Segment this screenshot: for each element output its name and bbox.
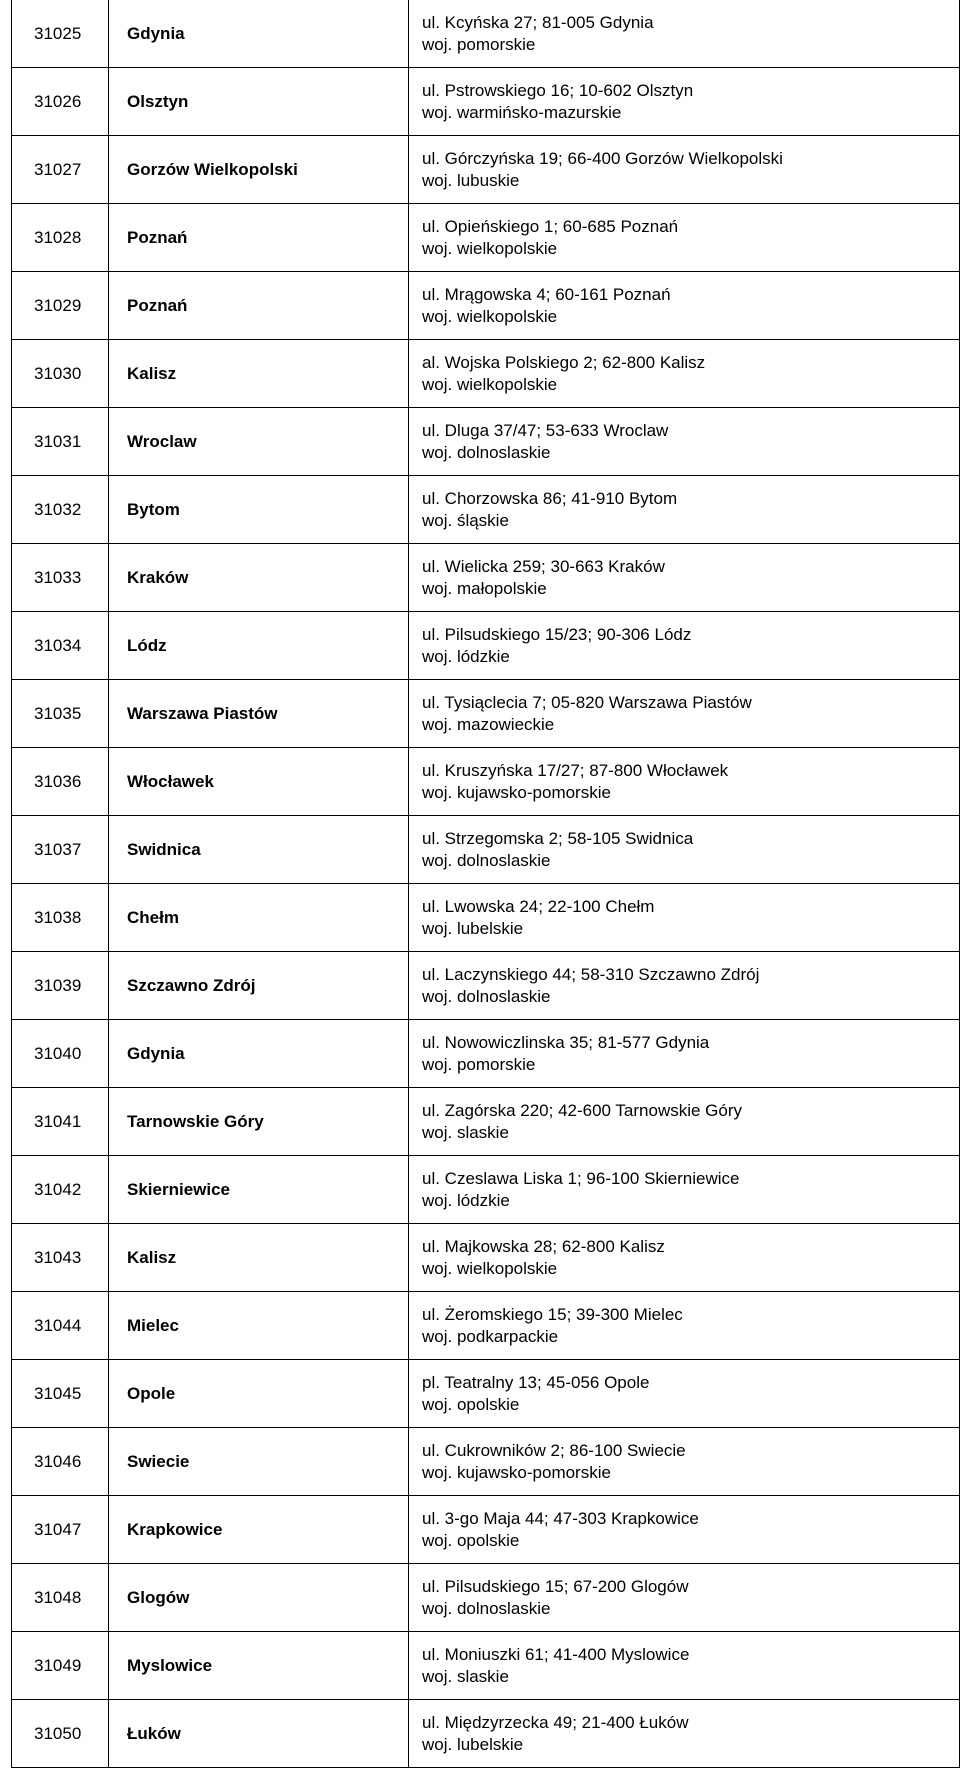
region-name: woj. dolnoslaskie <box>422 986 551 1006</box>
region-name: woj. wielkopolskie <box>422 374 558 394</box>
address-cell <box>409 68 960 136</box>
street-address: ul. Kruszyńska 17/27; 87-800 Włocławek <box>422 760 729 780</box>
city-name: Kalisz <box>109 340 409 408</box>
location-code: 31050 <box>12 1700 109 1768</box>
region-name: woj. opolskie <box>422 1394 520 1414</box>
table-row <box>12 1224 960 1292</box>
address-cell <box>409 1224 960 1292</box>
city-name: Opole <box>109 1360 409 1428</box>
region-name: woj. lódzkie <box>422 646 510 666</box>
location-code: 31044 <box>12 1292 109 1360</box>
table-row <box>12 1088 960 1156</box>
city-name: Mielec <box>109 1292 409 1360</box>
region-name: woj. warmińsko-mazurskie <box>422 102 622 122</box>
table-row <box>12 612 960 680</box>
city-name: Chełm <box>109 884 409 952</box>
street-address: ul. Międzyrzecka 49; 21-400 Łuków <box>422 1712 689 1732</box>
city-name: Poznań <box>109 272 409 340</box>
location-code: 31048 <box>12 1564 109 1632</box>
location-code: 31049 <box>12 1632 109 1700</box>
street-address: ul. Cukrowników 2; 86-100 Swiecie <box>422 1440 686 1460</box>
address-cell <box>409 1700 960 1768</box>
region-name: woj. lubelskie <box>422 918 524 938</box>
table-row <box>12 340 960 408</box>
street-address: ul. Pilsudskiego 15; 67-200 Glogów <box>422 1576 689 1596</box>
city-name: Gorzów Wielkopolski <box>109 136 409 204</box>
table-row <box>12 1700 960 1768</box>
table-row <box>12 748 960 816</box>
city-name: Gdynia <box>109 1020 409 1088</box>
street-address: ul. Kcyńska 27; 81-005 Gdynia <box>422 12 654 32</box>
location-code: 31027 <box>12 136 109 204</box>
city-name: Gdynia <box>109 0 409 68</box>
region-name: woj. dolnoslaskie <box>422 1598 551 1618</box>
location-code: 31045 <box>12 1360 109 1428</box>
region-name: woj. dolnoslaskie <box>422 850 551 870</box>
address-cell <box>409 204 960 272</box>
region-name: woj. podkarpackie <box>422 1326 559 1346</box>
location-code: 31032 <box>12 476 109 544</box>
city-name: Glogów <box>109 1564 409 1632</box>
street-address: ul. Dluga 37/47; 53-633 Wroclaw <box>422 420 669 440</box>
location-code: 31034 <box>12 612 109 680</box>
location-code: 31026 <box>12 68 109 136</box>
address-cell <box>409 136 960 204</box>
street-address: ul. Górczyńska 19; 66-400 Gorzów Wielkopolski <box>422 148 783 168</box>
region-name: woj. pomorskie <box>422 1054 536 1074</box>
table-row <box>12 1360 960 1428</box>
region-name: woj. kujawsko-pomorskie <box>422 1462 611 1482</box>
table-row <box>12 136 960 204</box>
location-code: 31025 <box>12 0 109 68</box>
address-cell <box>409 1292 960 1360</box>
city-name: Włocławek <box>109 748 409 816</box>
table-row <box>12 1564 960 1632</box>
region-name: woj. śląskie <box>422 510 509 530</box>
street-address: ul. Żeromskiego 15; 39-300 Mielec <box>422 1304 683 1324</box>
address-cell <box>409 748 960 816</box>
city-name: Kraków <box>109 544 409 612</box>
location-code: 31031 <box>12 408 109 476</box>
city-name: Myslowice <box>109 1632 409 1700</box>
city-name: Bytom <box>109 476 409 544</box>
street-address: ul. Czeslawa Liska 1; 96-100 Skierniewice <box>422 1168 740 1188</box>
location-code: 31043 <box>12 1224 109 1292</box>
city-name: Swidnica <box>109 816 409 884</box>
address-cell <box>409 1088 960 1156</box>
city-name: Poznań <box>109 204 409 272</box>
table-row <box>12 1292 960 1360</box>
city-name: Olsztyn <box>109 68 409 136</box>
street-address: al. Wojska Polskiego 2; 62-800 Kalisz <box>422 352 706 372</box>
address-cell <box>409 544 960 612</box>
location-code: 31040 <box>12 1020 109 1088</box>
region-name: woj. lubuskie <box>422 170 520 190</box>
region-name: woj. pomorskie <box>422 34 536 54</box>
city-name: Skierniewice <box>109 1156 409 1224</box>
city-name: Tarnowskie Góry <box>109 1088 409 1156</box>
location-code: 31029 <box>12 272 109 340</box>
street-address: ul. Strzegomska 2; 58-105 Swidnica <box>422 828 694 848</box>
table-row <box>12 1428 960 1496</box>
address-cell <box>409 952 960 1020</box>
table-row <box>12 884 960 952</box>
table-row <box>12 680 960 748</box>
street-address: ul. Mrągowska 4; 60-161 Poznań <box>422 284 671 304</box>
location-code: 31028 <box>12 204 109 272</box>
address-cell <box>409 1360 960 1428</box>
street-address: ul. Zagórska 220; 42-600 Tarnowskie Góry <box>422 1100 743 1120</box>
street-address: ul. Opieńskiego 1; 60-685 Poznań <box>422 216 679 236</box>
address-cell <box>409 1156 960 1224</box>
region-name: woj. kujawsko-pomorskie <box>422 782 611 802</box>
region-name: woj. opolskie <box>422 1530 520 1550</box>
address-cell <box>409 1020 960 1088</box>
street-address: pl. Teatralny 13; 45-056 Opole <box>422 1372 650 1392</box>
city-name: Krapkowice <box>109 1496 409 1564</box>
region-name: woj. wielkopolskie <box>422 306 558 326</box>
address-cell <box>409 1428 960 1496</box>
city-name: Warszawa Piastów <box>109 680 409 748</box>
city-name: Łuków <box>109 1700 409 1768</box>
address-cell <box>409 340 960 408</box>
city-name: Lódz <box>109 612 409 680</box>
region-name: woj. lubelskie <box>422 1734 524 1754</box>
street-address: ul. Wielicka 259; 30-663 Kraków <box>422 556 665 576</box>
region-name: woj. wielkopolskie <box>422 238 558 258</box>
region-name: woj. dolnoslaskie <box>422 442 551 462</box>
region-name: woj. slaskie <box>422 1666 509 1686</box>
table-row <box>12 1496 960 1564</box>
address-cell <box>409 1632 960 1700</box>
address-cell <box>409 408 960 476</box>
location-code: 31038 <box>12 884 109 952</box>
street-address: ul. Nowowiczlinska 35; 81-577 Gdynia <box>422 1032 710 1052</box>
region-name: woj. slaskie <box>422 1122 509 1142</box>
location-code: 31046 <box>12 1428 109 1496</box>
street-address: ul. Majkowska 28; 62-800 Kalisz <box>422 1236 665 1256</box>
table-row <box>12 1156 960 1224</box>
street-address: ul. Chorzowska 86; 41-910 Bytom <box>422 488 678 508</box>
address-cell <box>409 884 960 952</box>
table-row <box>12 816 960 884</box>
table-row <box>12 952 960 1020</box>
location-code: 31042 <box>12 1156 109 1224</box>
table-body <box>12 0 960 1768</box>
table-row <box>12 204 960 272</box>
table-row <box>12 272 960 340</box>
region-name: woj. małopolskie <box>422 578 547 598</box>
table-row <box>12 408 960 476</box>
address-cell <box>409 476 960 544</box>
region-name: woj. mazowieckie <box>422 714 555 734</box>
city-name: Wroclaw <box>109 408 409 476</box>
address-cell <box>409 1496 960 1564</box>
location-code: 31030 <box>12 340 109 408</box>
location-code: 31036 <box>12 748 109 816</box>
street-address: ul. Moniuszki 61; 41-400 Myslowice <box>422 1644 690 1664</box>
address-cell <box>409 612 960 680</box>
table-row <box>12 0 960 68</box>
location-code: 31041 <box>12 1088 109 1156</box>
street-address: ul. Lwowska 24; 22-100 Chełm <box>422 896 655 916</box>
table-row <box>12 476 960 544</box>
table-row <box>12 544 960 612</box>
address-cell <box>409 272 960 340</box>
table-row <box>12 68 960 136</box>
city-name: Swiecie <box>109 1428 409 1496</box>
location-code: 31039 <box>12 952 109 1020</box>
city-name: Szczawno Zdrój <box>109 952 409 1020</box>
street-address: ul. Laczynskiego 44; 58-310 Szczawno Zdrój <box>422 964 760 984</box>
location-code: 31033 <box>12 544 109 612</box>
address-cell <box>409 680 960 748</box>
region-name: woj. wielkopolskie <box>422 1258 558 1278</box>
region-name: woj. lódzkie <box>422 1190 510 1210</box>
table-row <box>12 1020 960 1088</box>
location-code: 31037 <box>12 816 109 884</box>
table-row <box>12 1632 960 1700</box>
street-address: ul. Tysiąclecia 7; 05-820 Warszawa Piastów <box>422 692 752 712</box>
location-code: 31047 <box>12 1496 109 1564</box>
address-cell <box>409 0 960 68</box>
location-code: 31035 <box>12 680 109 748</box>
address-cell <box>409 816 960 884</box>
street-address: ul. 3-go Maja 44; 47-303 Krapkowice <box>422 1508 699 1528</box>
locations-table <box>11 0 960 1768</box>
street-address: ul. Pilsudskiego 15/23; 90-306 Lódz <box>422 624 692 644</box>
address-cell <box>409 1564 960 1632</box>
street-address: ul. Pstrowskiego 16; 10-602 Olsztyn <box>422 80 694 100</box>
city-name: Kalisz <box>109 1224 409 1292</box>
